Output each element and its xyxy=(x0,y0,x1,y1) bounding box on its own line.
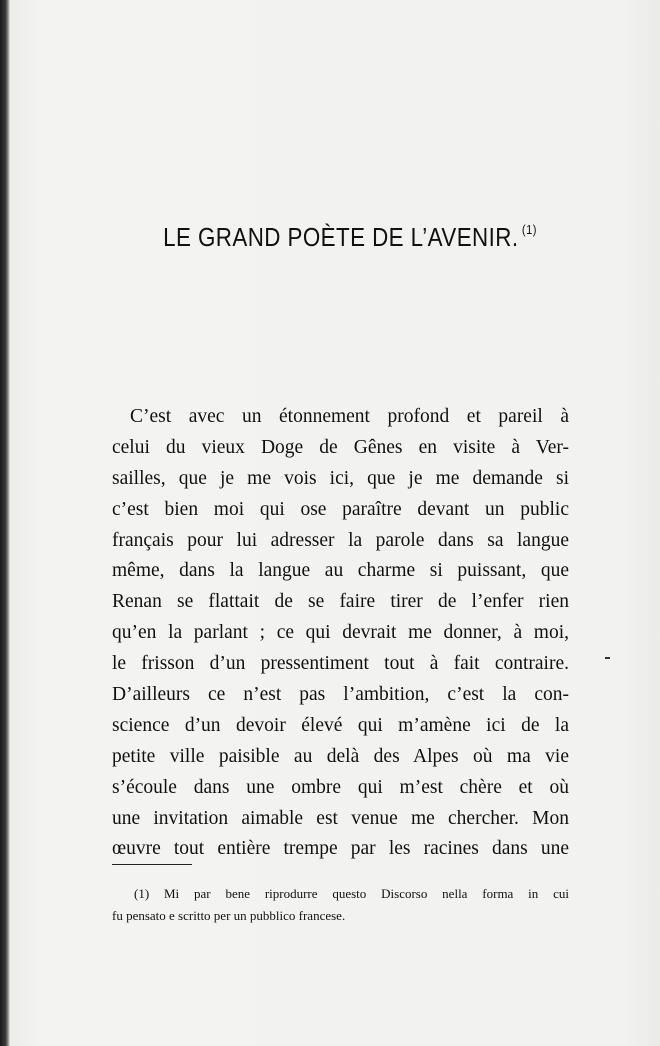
body-line: s’écoule dans une ombre qui m’est chère et où xyxy=(112,776,569,798)
body-line: le frisson d’un pressentiment tout à fait contraire. xyxy=(112,653,569,675)
body-line: œuvre tout entière trempe par les racines dans une xyxy=(112,838,569,860)
footnote-line: (1) Mi par bene riprodurre questo Discorso nella forma in cui xyxy=(134,886,569,901)
body-line: une invitation aimable est venue me chercher. Mon xyxy=(112,807,569,829)
body-line: C’est avec un étonnement profond et pareil à xyxy=(130,406,569,427)
page-spine-shadow xyxy=(0,0,10,1046)
footnote-line: fu pensato e scritto per un pubblico francese. xyxy=(112,908,346,923)
body-line: même, dans la langue au charme si puissant, que xyxy=(112,560,569,582)
body-line: français pour lui adresser la parole dans sa langue xyxy=(112,529,569,551)
margin-mark xyxy=(605,657,610,659)
body-line: sailles, que je me vois ici, que je me demande si xyxy=(112,467,569,489)
footnote-divider xyxy=(112,864,192,865)
body-line: petite ville paisible au delà des Alpes où ma vie xyxy=(112,745,569,767)
body-text xyxy=(112,402,569,865)
title-footnote-marker: (1) xyxy=(521,222,537,237)
body-line: qu’en la parlant ; ce qui devrait me donner, à moi, xyxy=(112,622,569,644)
chapter-title xyxy=(49,222,651,253)
chapter-title-text: LE GRAND POÈTE DE L’AVENIR. xyxy=(163,222,519,252)
body-line: Renan se flattait de se faire tirer de l’enfer rien xyxy=(112,591,569,613)
body-line: celui du vieux Doge de Gênes en visite à Ver- xyxy=(112,436,569,458)
body-line: science d’un devoir élevé qui m’amène ici de la xyxy=(112,714,569,736)
body-line: D’ailleurs ce n’est pas l’ambition, c’est la con- xyxy=(112,684,569,706)
body-line: c’est bien moi qui ose paraître devant un public xyxy=(112,498,569,520)
